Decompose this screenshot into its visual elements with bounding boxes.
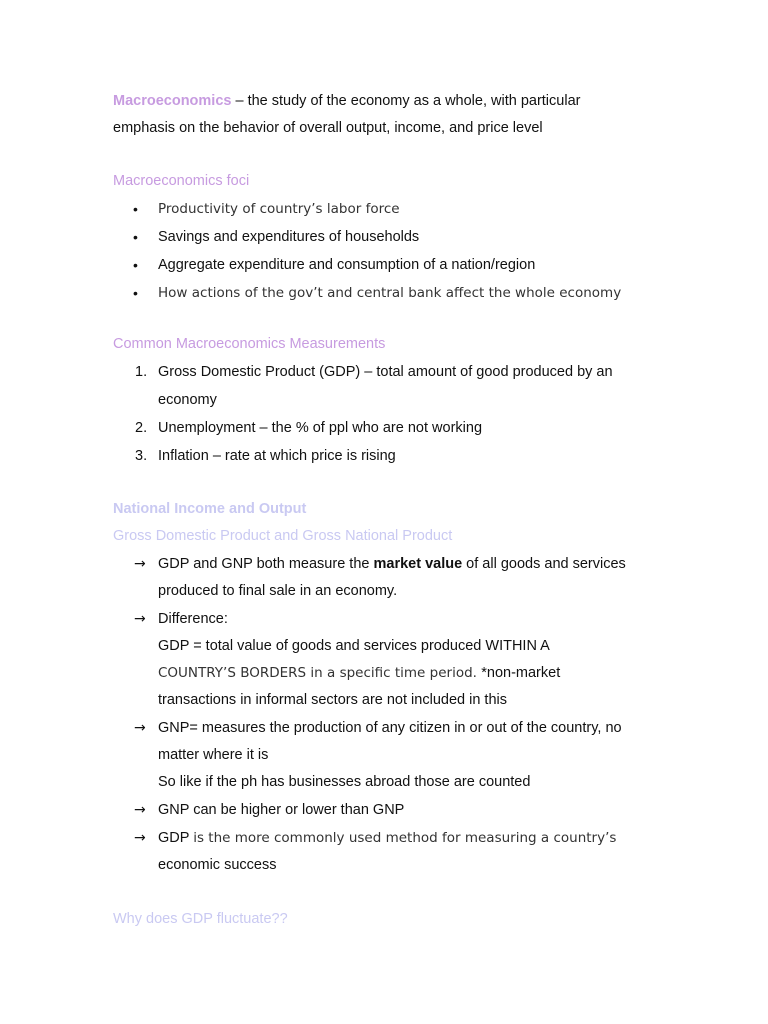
list-item-continuation: So like if the ph has businesses abroad those are counted bbox=[158, 774, 531, 790]
list-item-continuation: produced to final sale in an economy. bbox=[158, 583, 398, 599]
market-value-bold: market value bbox=[373, 556, 463, 572]
fluctuate-heading: Why does GDP fluctuate?? bbox=[113, 911, 288, 927]
arrow-right-icon: → bbox=[134, 611, 146, 627]
arrow-right-icon: → bbox=[134, 802, 146, 818]
text-segment: COUNTRY’S BORDERS bbox=[158, 665, 307, 681]
list-item-text: How actions of the gov’t and central bank affect the whole economy bbox=[158, 285, 622, 301]
difference-list bbox=[113, 605, 673, 633]
arrow-right-icon: → bbox=[134, 720, 146, 736]
list-item-continuation: economic success bbox=[158, 857, 277, 873]
list-item-text: Inflation – rate at which price is rising bbox=[158, 448, 396, 464]
list-item-text: Aggregate expenditure and consumption of a nation/region bbox=[158, 257, 536, 273]
list-item-text: GNP= measures the production of any citizen in or out of the country, no bbox=[158, 720, 622, 736]
list-item bbox=[113, 550, 673, 578]
list-item bbox=[113, 279, 673, 307]
list-item-text: Gross Domestic Product (GDP) – total amount of good produced by an bbox=[158, 364, 613, 380]
definition-text: – the study of the economy as a whole, with particular bbox=[231, 93, 581, 109]
list-item-continuation bbox=[113, 386, 673, 414]
text-segment: in a specific time period. bbox=[306, 665, 482, 681]
gnp-compare-list bbox=[113, 796, 673, 852]
list-item bbox=[113, 358, 673, 386]
foci-heading: Macroeconomics foci bbox=[113, 173, 250, 189]
measurements-heading: Common Macroeconomics Measurements bbox=[113, 336, 386, 352]
list-item bbox=[113, 714, 673, 742]
gdp-definition-line-2 bbox=[113, 660, 673, 687]
list-item-text: Productivity of country’s labor force bbox=[158, 201, 400, 217]
bullet-icon: • bbox=[133, 257, 138, 273]
gdp-definition-line-1: GDP = total value of goods and services produced WITHIN A bbox=[158, 638, 550, 654]
list-item bbox=[113, 442, 673, 470]
list-item bbox=[113, 824, 673, 852]
gdp-definition-line-3: transactions in informal sectors are not included in this bbox=[158, 692, 507, 708]
list-number: 2. bbox=[135, 420, 148, 436]
definition-line-1 bbox=[113, 88, 673, 115]
text-segment: of all goods and services bbox=[462, 556, 626, 572]
list-item bbox=[113, 414, 673, 442]
arrow-right-icon: → bbox=[134, 830, 146, 846]
national-heading: National Income and Output bbox=[113, 501, 307, 517]
list-item bbox=[113, 796, 673, 824]
list-number: 3. bbox=[135, 448, 148, 464]
list-item-text: Unemployment – the % of ppl who are not working bbox=[158, 420, 483, 436]
measurements-list bbox=[113, 358, 673, 470]
list-item-continuation: matter where it is bbox=[158, 747, 269, 763]
list-item-text: Savings and expenditures of households bbox=[158, 229, 420, 245]
foci-list bbox=[113, 195, 673, 307]
bullet-icon: • bbox=[133, 201, 138, 217]
text-segment: GDP bbox=[158, 830, 194, 846]
list-item-text: GNP can be higher or lower than GNP bbox=[158, 802, 405, 818]
document-page bbox=[113, 88, 673, 933]
arrow-right-icon: → bbox=[134, 556, 146, 572]
definition-line-2: emphasis on the behavior of overall output, income, and price level bbox=[113, 120, 543, 136]
list-item bbox=[113, 251, 673, 279]
bullet-icon: • bbox=[133, 229, 138, 245]
bullet-icon: • bbox=[133, 285, 138, 301]
text-segment: is the more commonly used method for measuring a country’s bbox=[193, 830, 617, 846]
term-macroeconomics: Macroeconomics bbox=[113, 93, 232, 109]
list-item bbox=[113, 195, 673, 223]
gnp-list bbox=[113, 714, 673, 742]
gdp-gnp-list bbox=[113, 550, 673, 578]
list-number: 1. bbox=[135, 364, 148, 380]
text-segment: GDP and GNP both measure the bbox=[158, 556, 374, 572]
list-item bbox=[113, 605, 673, 633]
text-segment: *non-market bbox=[481, 665, 561, 681]
list-item bbox=[113, 223, 673, 251]
list-item-text: Difference: bbox=[158, 611, 228, 627]
list-item-text: economy bbox=[158, 392, 217, 408]
gdp-gnp-subheading: Gross Domestic Product and Gross National Product bbox=[113, 528, 453, 544]
